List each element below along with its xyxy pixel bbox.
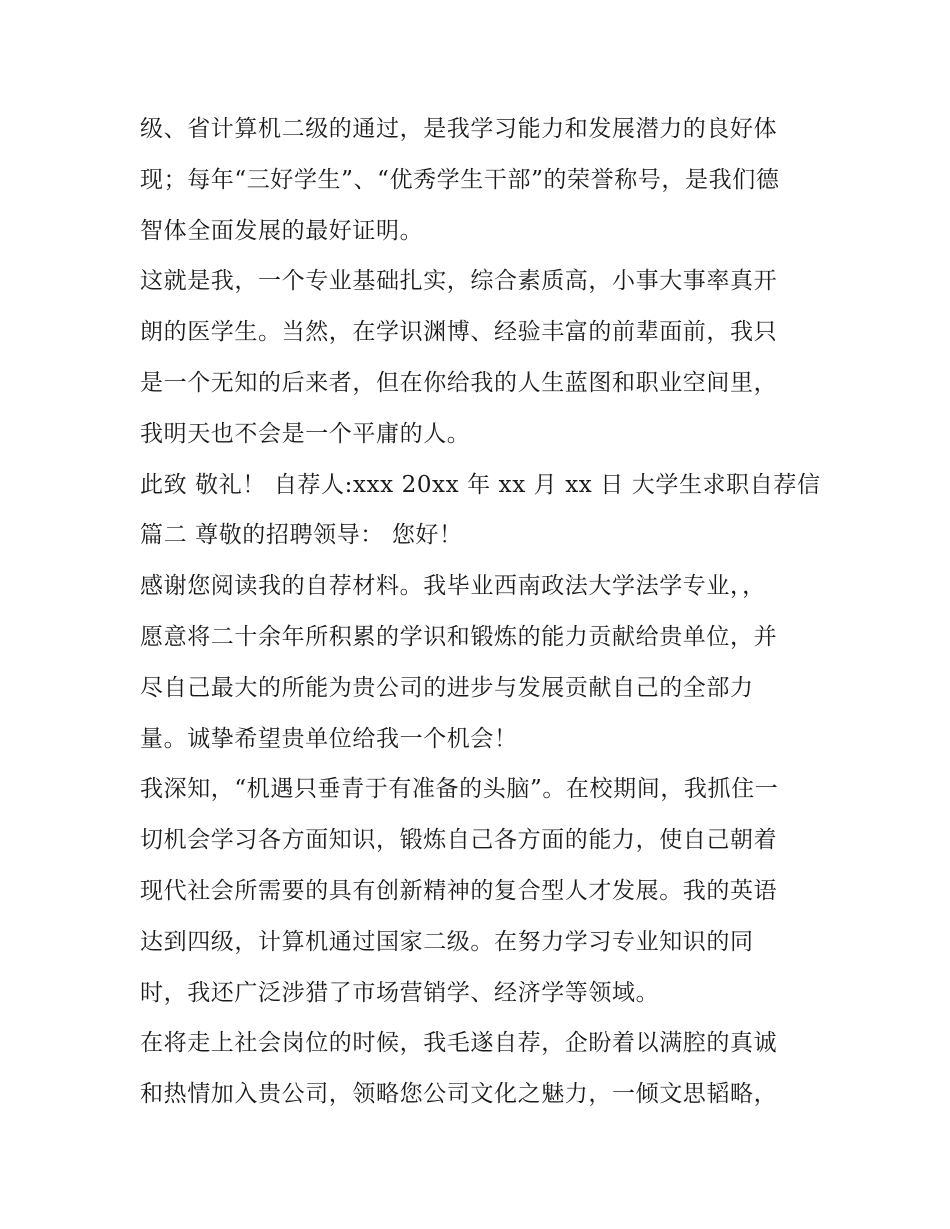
text-line: 我深知，“机遇只垂青于有准备的头脑”。在校期间，我抓住一 [140,776,779,803]
text-line: 是一个无知的后来者，但在你给我的人生蓝图和职业空间里， [140,369,778,396]
text-line: 级、省计算机二级的通过，是我学习能力和发展潜力的良好体 [140,116,778,142]
text-line: 现；每年“三好学生”、“优秀学生干部”的荣誉称号，是我们德 [140,166,780,193]
text-line: 朗的医学生。当然，在学识渊博、经验丰富的前辈面前，我只 [140,319,778,346]
text-line: 篇二 尊敬的招聘领导： 您好！ [140,522,463,549]
text-line: 和热情加入贵公司，领略您公司文化之魅力，一倾文思韬略， [140,1081,778,1108]
text-line: 现代社会所需要的具有创新精神的复合型人才发展。我的英语 [140,877,778,904]
text-line: 达到四级，计算机通过国家二级。在努力学习专业知识的同 [140,928,754,955]
text-line: 尽自己最大的所能为贵公司的进步与发展贡献自己的全部力 [140,674,754,701]
text-line: 此致 敬礼！ 自荐人:xxx 20xx 年 xx 月 xx 日 大学生求职自荐信 [140,471,821,498]
document-body [140,104,820,1120]
text-line: 量。诚挚希望贵单位给我一个机会！ [140,725,518,752]
text-line: 在将走上社会岗位的时候，我毛遂自荐，企盼着以满腔的真诚 [140,1030,778,1057]
text-line: 愿意将二十余年所积累的学识和锻炼的能力贡献给贵单位，并 [140,623,778,650]
text-line: 切机会学习各方面知识，锻炼自己各方面的能力，使自己朝着 [140,827,778,854]
text-line: 我明天也不会是一个平庸的人。 [140,420,471,447]
text-line: 时，我还广泛涉猎了市场营销学、经济学等领域。 [140,979,660,1006]
text-line: 这就是我，一个专业基础扎实，综合素质高，小事大事率真开 [140,268,778,295]
text-line: 智体全面发展的最好证明。 [140,217,424,244]
text-line: 感谢您阅读我的自荐材料。我毕业西南政法大学法学专业，， [140,573,766,600]
